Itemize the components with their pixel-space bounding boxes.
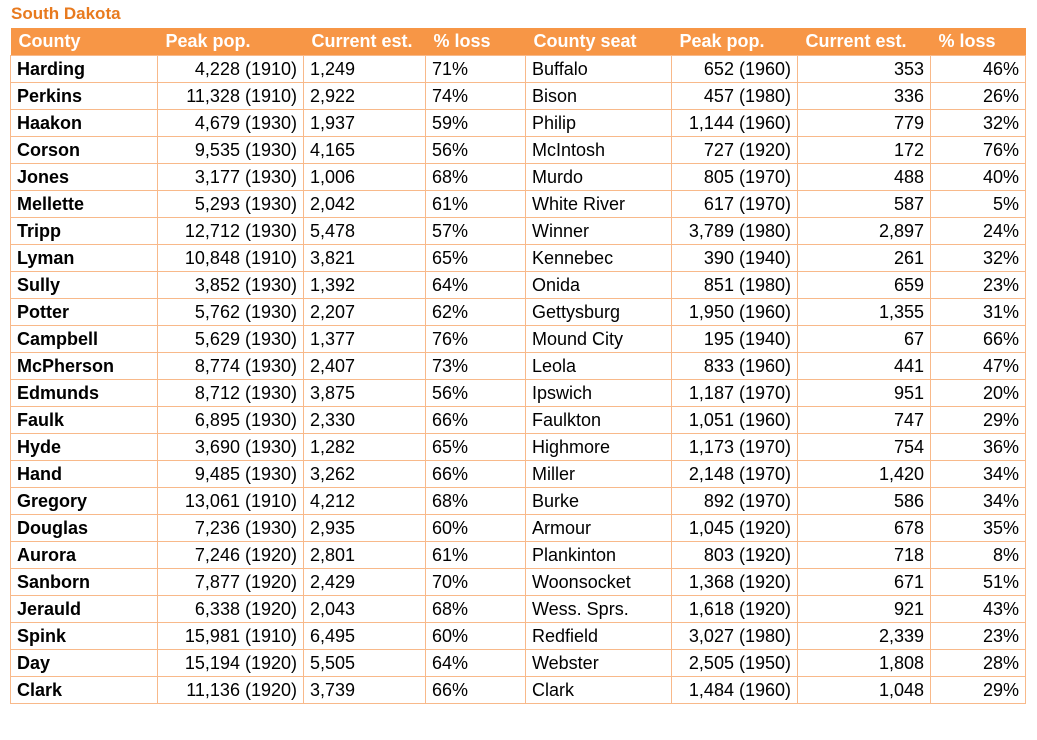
seat-peak-pop: 1,484 (1960)	[672, 677, 798, 704]
seat-current-est: 659	[798, 272, 931, 299]
county-seat-name: Kennebec	[526, 245, 672, 272]
county-loss: 70%	[426, 569, 526, 596]
header-county-current-est: Current est.	[304, 28, 426, 56]
county-seat-name: Faulkton	[526, 407, 672, 434]
county-peak-pop: 12,712 (1930)	[158, 218, 304, 245]
seat-peak-pop: 2,148 (1970)	[672, 461, 798, 488]
seat-current-est: 2,897	[798, 218, 931, 245]
county-name: McPherson	[11, 353, 158, 380]
table-row	[11, 137, 1026, 164]
seat-peak-pop: 1,144 (1960)	[672, 110, 798, 137]
county-current-est: 2,207	[304, 299, 426, 326]
county-peak-pop: 6,338 (1920)	[158, 596, 304, 623]
county-current-est: 3,875	[304, 380, 426, 407]
seat-current-est: 779	[798, 110, 931, 137]
county-name: Potter	[11, 299, 158, 326]
county-seat-name: Wess. Sprs.	[526, 596, 672, 623]
county-loss: 71%	[426, 56, 526, 83]
county-peak-pop: 4,228 (1910)	[158, 56, 304, 83]
county-current-est: 3,262	[304, 461, 426, 488]
county-peak-pop: 9,535 (1930)	[158, 137, 304, 164]
table-row	[11, 515, 1026, 542]
seat-loss: 28%	[931, 650, 1026, 677]
county-current-est: 3,821	[304, 245, 426, 272]
county-seat-name: Gettysburg	[526, 299, 672, 326]
county-name: Hand	[11, 461, 158, 488]
seat-current-est: 754	[798, 434, 931, 461]
seat-current-est: 678	[798, 515, 931, 542]
seat-peak-pop: 2,505 (1950)	[672, 650, 798, 677]
county-loss: 76%	[426, 326, 526, 353]
seat-peak-pop: 195 (1940)	[672, 326, 798, 353]
county-name: Spink	[11, 623, 158, 650]
table-row	[11, 650, 1026, 677]
table-row	[11, 596, 1026, 623]
county-seat-name: Highmore	[526, 434, 672, 461]
county-peak-pop: 15,194 (1920)	[158, 650, 304, 677]
seat-current-est: 1,048	[798, 677, 931, 704]
seat-current-est: 67	[798, 326, 931, 353]
county-loss: 68%	[426, 596, 526, 623]
seat-current-est: 1,808	[798, 650, 931, 677]
table-row	[11, 83, 1026, 110]
table-row	[11, 677, 1026, 704]
county-seat-name: Burke	[526, 488, 672, 515]
county-seat-name: Onida	[526, 272, 672, 299]
population-table	[10, 28, 1026, 704]
seat-peak-pop: 833 (1960)	[672, 353, 798, 380]
county-seat-name: Bison	[526, 83, 672, 110]
county-loss: 64%	[426, 272, 526, 299]
seat-current-est: 353	[798, 56, 931, 83]
seat-current-est: 172	[798, 137, 931, 164]
county-peak-pop: 10,848 (1910)	[158, 245, 304, 272]
county-name: Tripp	[11, 218, 158, 245]
table-row	[11, 299, 1026, 326]
seat-loss: 24%	[931, 218, 1026, 245]
seat-current-est: 336	[798, 83, 931, 110]
county-current-est: 2,922	[304, 83, 426, 110]
county-seat-name: White River	[526, 191, 672, 218]
county-peak-pop: 8,774 (1930)	[158, 353, 304, 380]
seat-current-est: 747	[798, 407, 931, 434]
county-seat-name: Miller	[526, 461, 672, 488]
table-row	[11, 569, 1026, 596]
seat-peak-pop: 892 (1970)	[672, 488, 798, 515]
county-current-est: 1,377	[304, 326, 426, 353]
county-current-est: 1,392	[304, 272, 426, 299]
header-seat-loss: % loss	[931, 28, 1026, 56]
seat-peak-pop: 1,045 (1920)	[672, 515, 798, 542]
county-seat-name: Redfield	[526, 623, 672, 650]
seat-peak-pop: 457 (1980)	[672, 83, 798, 110]
seat-peak-pop: 1,051 (1960)	[672, 407, 798, 434]
county-current-est: 3,739	[304, 677, 426, 704]
table-row	[11, 407, 1026, 434]
county-peak-pop: 4,679 (1930)	[158, 110, 304, 137]
county-current-est: 2,407	[304, 353, 426, 380]
county-current-est: 1,249	[304, 56, 426, 83]
seat-loss: 51%	[931, 569, 1026, 596]
seat-current-est: 587	[798, 191, 931, 218]
seat-peak-pop: 803 (1920)	[672, 542, 798, 569]
county-peak-pop: 9,485 (1930)	[158, 461, 304, 488]
seat-loss: 32%	[931, 245, 1026, 272]
seat-loss: 29%	[931, 677, 1026, 704]
header-seat-current-est: Current est.	[798, 28, 931, 56]
county-name: Faulk	[11, 407, 158, 434]
county-name: Sully	[11, 272, 158, 299]
county-loss: 62%	[426, 299, 526, 326]
header-county-loss: % loss	[426, 28, 526, 56]
county-current-est: 4,165	[304, 137, 426, 164]
seat-loss: 23%	[931, 623, 1026, 650]
county-loss: 61%	[426, 191, 526, 218]
seat-peak-pop: 3,027 (1980)	[672, 623, 798, 650]
seat-peak-pop: 805 (1970)	[672, 164, 798, 191]
seat-loss: 46%	[931, 56, 1026, 83]
table-row	[11, 461, 1026, 488]
county-current-est: 2,043	[304, 596, 426, 623]
county-current-est: 5,505	[304, 650, 426, 677]
county-loss: 73%	[426, 353, 526, 380]
county-peak-pop: 5,293 (1930)	[158, 191, 304, 218]
county-loss: 68%	[426, 488, 526, 515]
seat-peak-pop: 390 (1940)	[672, 245, 798, 272]
seat-current-est: 488	[798, 164, 931, 191]
header-county-seat: County seat	[526, 28, 672, 56]
seat-current-est: 718	[798, 542, 931, 569]
county-loss: 66%	[426, 461, 526, 488]
county-loss: 56%	[426, 380, 526, 407]
seat-current-est: 586	[798, 488, 931, 515]
county-seat-name: Buffalo	[526, 56, 672, 83]
county-loss: 65%	[426, 434, 526, 461]
table-row	[11, 326, 1026, 353]
seat-loss: 29%	[931, 407, 1026, 434]
table-row	[11, 353, 1026, 380]
seat-peak-pop: 1,187 (1970)	[672, 380, 798, 407]
county-current-est: 5,478	[304, 218, 426, 245]
county-name: Sanborn	[11, 569, 158, 596]
county-peak-pop: 5,762 (1930)	[158, 299, 304, 326]
county-seat-name: Clark	[526, 677, 672, 704]
county-peak-pop: 5,629 (1930)	[158, 326, 304, 353]
table-row	[11, 110, 1026, 137]
county-loss: 59%	[426, 110, 526, 137]
seat-current-est: 1,420	[798, 461, 931, 488]
seat-loss: 66%	[931, 326, 1026, 353]
county-loss: 64%	[426, 650, 526, 677]
table-row	[11, 245, 1026, 272]
county-name: Campbell	[11, 326, 158, 353]
county-name: Gregory	[11, 488, 158, 515]
county-loss: 66%	[426, 677, 526, 704]
seat-loss: 26%	[931, 83, 1026, 110]
county-name: Mellette	[11, 191, 158, 218]
table-row	[11, 434, 1026, 461]
county-loss: 60%	[426, 515, 526, 542]
county-name: Corson	[11, 137, 158, 164]
county-seat-name: Plankinton	[526, 542, 672, 569]
county-seat-name: Mound City	[526, 326, 672, 353]
seat-loss: 5%	[931, 191, 1026, 218]
seat-current-est: 261	[798, 245, 931, 272]
county-peak-pop: 13,061 (1910)	[158, 488, 304, 515]
seat-peak-pop: 1,950 (1960)	[672, 299, 798, 326]
seat-peak-pop: 727 (1920)	[672, 137, 798, 164]
seat-peak-pop: 3,789 (1980)	[672, 218, 798, 245]
seat-loss: 32%	[931, 110, 1026, 137]
table-row	[11, 488, 1026, 515]
table-row	[11, 191, 1026, 218]
seat-loss: 20%	[931, 380, 1026, 407]
county-loss: 65%	[426, 245, 526, 272]
county-current-est: 2,429	[304, 569, 426, 596]
county-name: Day	[11, 650, 158, 677]
county-seat-name: Armour	[526, 515, 672, 542]
header-county: County	[11, 28, 158, 56]
county-peak-pop: 7,877 (1920)	[158, 569, 304, 596]
county-name: Jones	[11, 164, 158, 191]
county-current-est: 6,495	[304, 623, 426, 650]
county-current-est: 2,330	[304, 407, 426, 434]
county-peak-pop: 7,236 (1930)	[158, 515, 304, 542]
county-seat-name: Woonsocket	[526, 569, 672, 596]
county-peak-pop: 7,246 (1920)	[158, 542, 304, 569]
county-loss: 68%	[426, 164, 526, 191]
county-loss: 61%	[426, 542, 526, 569]
county-peak-pop: 3,690 (1930)	[158, 434, 304, 461]
county-name: Perkins	[11, 83, 158, 110]
county-peak-pop: 8,712 (1930)	[158, 380, 304, 407]
seat-loss: 8%	[931, 542, 1026, 569]
county-peak-pop: 3,177 (1930)	[158, 164, 304, 191]
seat-loss: 43%	[931, 596, 1026, 623]
county-seat-name: Ipswich	[526, 380, 672, 407]
county-name: Douglas	[11, 515, 158, 542]
county-name: Aurora	[11, 542, 158, 569]
county-name: Harding	[11, 56, 158, 83]
seat-loss: 34%	[931, 461, 1026, 488]
seat-loss: 34%	[931, 488, 1026, 515]
seat-peak-pop: 652 (1960)	[672, 56, 798, 83]
seat-loss: 36%	[931, 434, 1026, 461]
seat-current-est: 2,339	[798, 623, 931, 650]
seat-peak-pop: 1,173 (1970)	[672, 434, 798, 461]
county-loss: 56%	[426, 137, 526, 164]
county-peak-pop: 15,981 (1910)	[158, 623, 304, 650]
table-row	[11, 56, 1026, 83]
table-title: South Dakota	[11, 4, 121, 23]
county-loss: 66%	[426, 407, 526, 434]
seat-current-est: 951	[798, 380, 931, 407]
county-current-est: 1,006	[304, 164, 426, 191]
county-loss: 57%	[426, 218, 526, 245]
seat-loss: 47%	[931, 353, 1026, 380]
county-current-est: 2,935	[304, 515, 426, 542]
seat-current-est: 1,355	[798, 299, 931, 326]
county-seat-name: Philip	[526, 110, 672, 137]
county-seat-name: Webster	[526, 650, 672, 677]
seat-loss: 31%	[931, 299, 1026, 326]
county-peak-pop: 6,895 (1930)	[158, 407, 304, 434]
seat-peak-pop: 1,368 (1920)	[672, 569, 798, 596]
county-name: Edmunds	[11, 380, 158, 407]
seat-loss: 23%	[931, 272, 1026, 299]
county-peak-pop: 11,136 (1920)	[158, 677, 304, 704]
table-row	[11, 623, 1026, 650]
county-name: Clark	[11, 677, 158, 704]
county-loss: 60%	[426, 623, 526, 650]
seat-loss: 76%	[931, 137, 1026, 164]
county-name: Hyde	[11, 434, 158, 461]
seat-current-est: 921	[798, 596, 931, 623]
seat-loss: 40%	[931, 164, 1026, 191]
table-row	[11, 380, 1026, 407]
table-row	[11, 164, 1026, 191]
header-row	[11, 28, 1026, 56]
county-loss: 74%	[426, 83, 526, 110]
county-seat-name: Murdo	[526, 164, 672, 191]
county-seat-name: McIntosh	[526, 137, 672, 164]
table-row	[11, 272, 1026, 299]
table-row	[11, 542, 1026, 569]
county-current-est: 2,042	[304, 191, 426, 218]
county-name: Haakon	[11, 110, 158, 137]
seat-current-est: 671	[798, 569, 931, 596]
county-current-est: 1,282	[304, 434, 426, 461]
seat-current-est: 441	[798, 353, 931, 380]
county-current-est: 2,801	[304, 542, 426, 569]
county-current-est: 4,212	[304, 488, 426, 515]
county-name: Lyman	[11, 245, 158, 272]
seat-peak-pop: 617 (1970)	[672, 191, 798, 218]
county-seat-name: Winner	[526, 218, 672, 245]
header-county-peak-pop: Peak pop.	[158, 28, 304, 56]
county-current-est: 1,937	[304, 110, 426, 137]
county-seat-name: Leola	[526, 353, 672, 380]
county-peak-pop: 3,852 (1930)	[158, 272, 304, 299]
table-body	[11, 56, 1026, 704]
county-peak-pop: 11,328 (1910)	[158, 83, 304, 110]
header-seat-peak-pop: Peak pop.	[672, 28, 798, 56]
seat-loss: 35%	[931, 515, 1026, 542]
seat-peak-pop: 851 (1980)	[672, 272, 798, 299]
county-name: Jerauld	[11, 596, 158, 623]
table-row	[11, 218, 1026, 245]
seat-peak-pop: 1,618 (1920)	[672, 596, 798, 623]
